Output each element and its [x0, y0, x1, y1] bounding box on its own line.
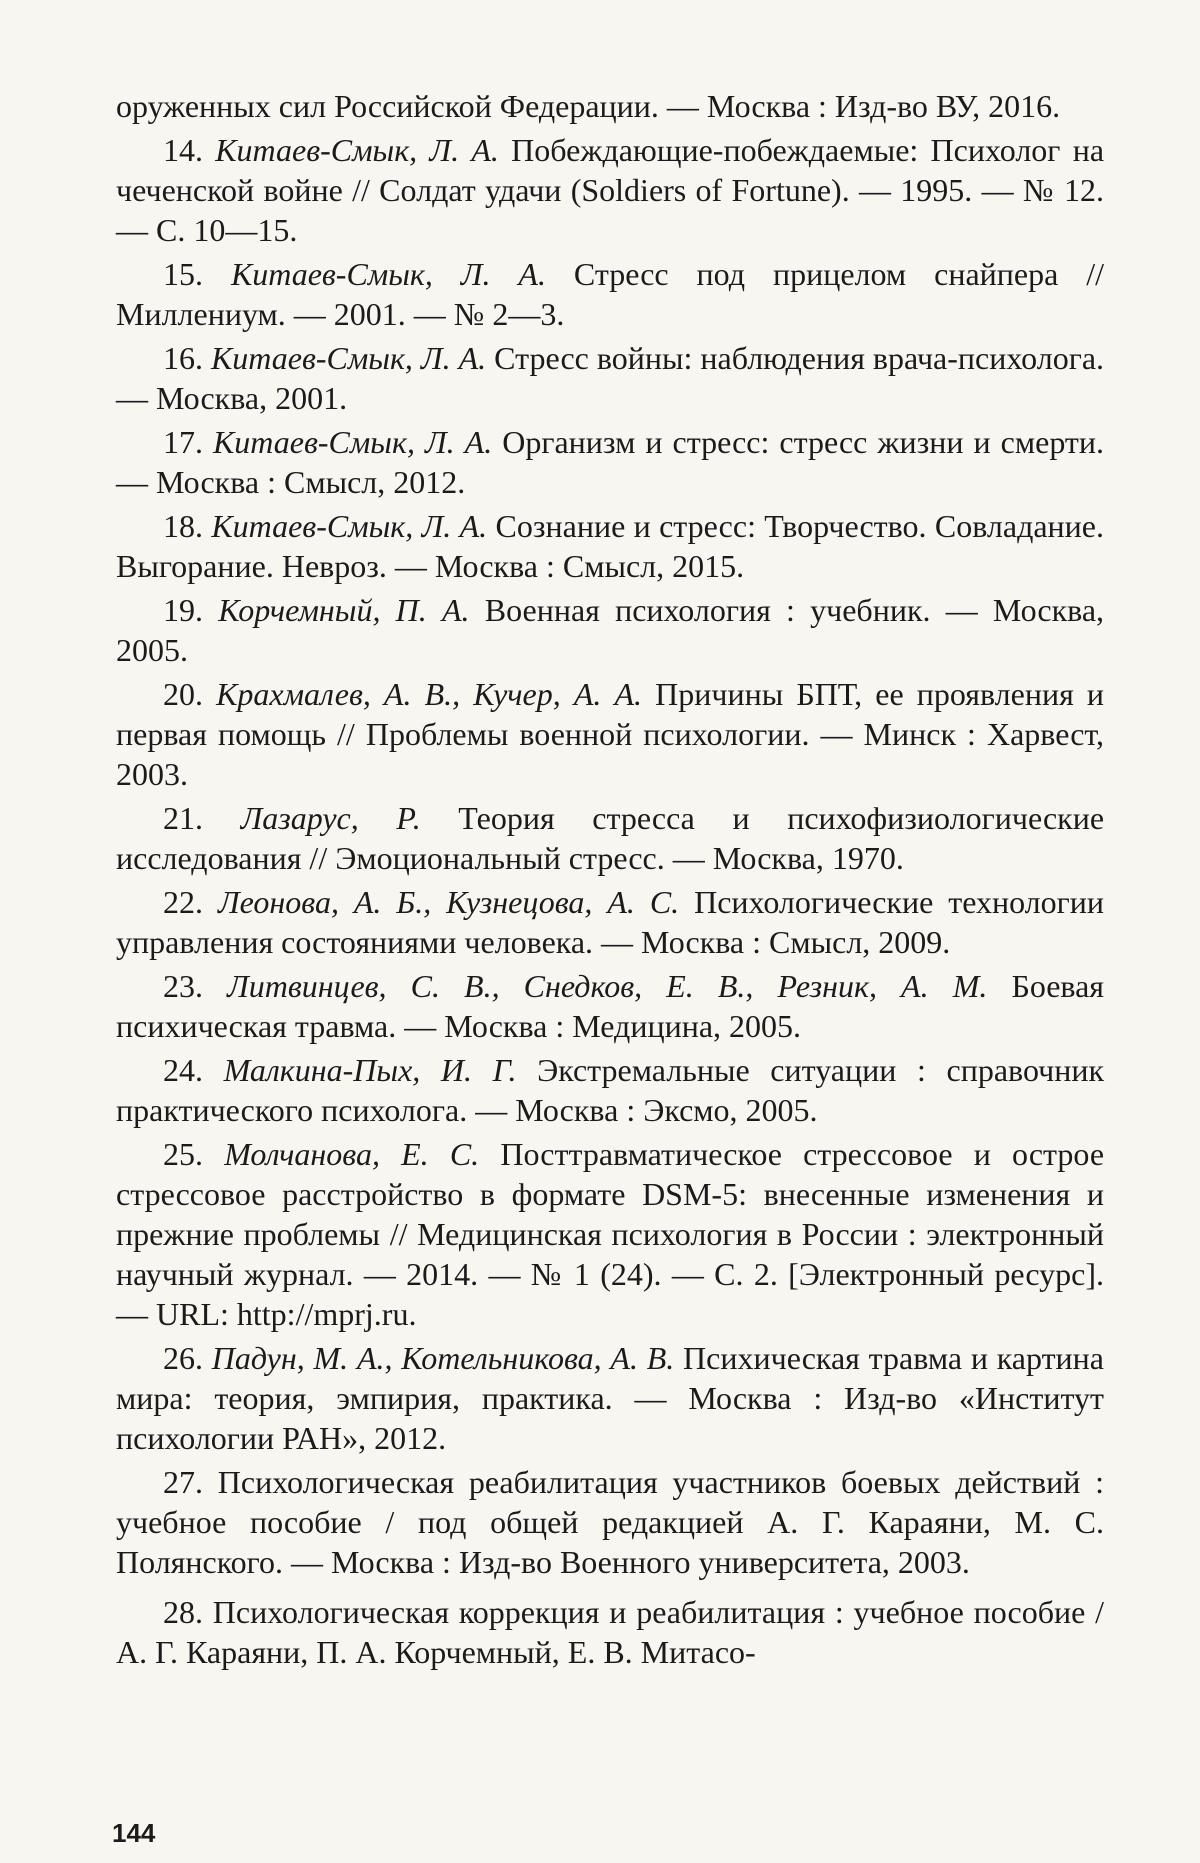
entry-number: 19. — [163, 592, 203, 628]
entry-text: Стресс под прицелом снайпера // Миллениум. — 2001. — № 2—3. — [116, 256, 1105, 332]
entry-text: Психологическая коррекция и реабилитация : учебное пособие / А. Г. Караяни, П. А. Корчемный, Е. В. Митасо- — [116, 1594, 1105, 1670]
entry-number: 24. — [163, 1052, 203, 1088]
reference-entry-15 — [116, 254, 1104, 334]
entry-text: Теория стресса и психофизиологические исследования // Эмоциональный стресс. — Москва, 1970. — [116, 800, 1105, 876]
entry-text: Причины БПТ, ее проявления и первая помощь // Проблемы военной психологии. — Минск : Харвест, 2003. — [116, 676, 1105, 792]
entry-author: Молчанова, Е. С. — [224, 1136, 480, 1172]
reference-entry-20 — [116, 674, 1104, 794]
entry-number: 26. — [163, 1340, 203, 1376]
entry-author: Малкина-Пых, И. Г. — [223, 1052, 517, 1088]
entry-text: Психологические технологии управления состояниями человека. — Москва : Смысл, 2009. — [116, 884, 1105, 960]
reference-entry-25 — [116, 1134, 1104, 1334]
entry-text: Боевая психическая травма. — Москва : Медицина, 2005. — [116, 968, 1105, 1044]
entry-number: 16. — [163, 340, 203, 376]
entry-author: Китаев-Смык, Л. А. — [215, 132, 499, 168]
entry-text: Стресс войны: наблюдения врача-психолога. — Москва, 2001. — [116, 340, 1105, 416]
entry-text: Экстремальные ситуации : справочник практического психолога. — Москва : Эксмо, 2005. — [116, 1052, 1105, 1128]
entry-text: Побеждающие-побеждаемые: Психолог на чеченской войне // Солдат удачи (Soldiers of Fortune). — 1995. — № 12. — С. 10—15. — [116, 132, 1105, 248]
entry-number: 22. — [163, 884, 203, 920]
entry-author: Леонова, А. Б., Кузнецова, А. С. — [217, 884, 680, 920]
entry-author: Лазарус, Р. — [240, 800, 421, 836]
entry-author: Китаев-Смык, Л. А. — [211, 508, 488, 544]
entry-author: Литвинцев, С. В., Снедков, Е. В., Резник, А. М. — [227, 968, 988, 1004]
reference-entry-23 — [116, 966, 1104, 1046]
entry-text: Военная психология : учебник. — Москва, 2005. — [116, 592, 1105, 668]
reference-entry-18 — [116, 506, 1104, 586]
entry-number: 20. — [163, 676, 203, 712]
entry-text: Психическая травма и картина мира: теория, эмпирия, практика. — Москва : Изд-во «Институт психологии РАН», 2012. — [116, 1340, 1105, 1456]
reference-entry-14 — [116, 130, 1104, 250]
reference-entry-22 — [116, 882, 1104, 962]
bibliography-page — [116, 86, 1104, 1676]
reference-entry-17 — [116, 422, 1104, 502]
entry-author: Корчемный, П. А. — [218, 592, 470, 628]
entry-number: 23. — [163, 968, 203, 1004]
entry-number: 15. — [163, 256, 203, 292]
reference-entry-26 — [116, 1338, 1104, 1458]
entry-author: Китаев-Смык, Л. А. — [213, 424, 493, 460]
entry-text: Психологическая реабилитация участников боевых действий : учебное пособие / под общей редакцией А. Г. Караяни, М. С. Полянского. — Москва : Изд-во Военного университета, 2003. — [116, 1464, 1105, 1580]
entry-number: 21. — [163, 800, 203, 836]
entry-number: 28. — [163, 1594, 203, 1630]
entry-author: Китаев-Смык, Л. А. — [211, 340, 487, 376]
entry-author: Крахмалев, А. В., Кучер, А. А. — [216, 676, 643, 712]
entry-number: 18. — [163, 508, 203, 544]
entry-number: 17. — [163, 424, 203, 460]
entry-text: Организм и стресс: стресс жизни и смерти. — Москва : Смысл, 2012. — [116, 424, 1105, 500]
entry-author: Падун, М. А., Котельникова, А. В. — [211, 1340, 675, 1376]
entry-number: 25. — [163, 1136, 203, 1172]
reference-entry-16 — [116, 338, 1104, 418]
page-number: 144 — [112, 1818, 156, 1848]
entry-text: Сознание и стресс: Творчество. Совладание. Выгорание. Невроз. — Москва : Смысл, 2015. — [116, 508, 1104, 584]
reference-entry-28 — [116, 1592, 1104, 1672]
reference-entry-24 — [116, 1050, 1104, 1130]
reference-entry-19 — [116, 590, 1104, 670]
entry-number: 27. — [163, 1464, 203, 1500]
entry-text: Посттравматическое стрессовое и острое стрессовое расстройство в формате DSM-5: внесенные изменения и прежние проблемы // Медицинская психология в России : электронный научный журнал. — 2014. — № 1 (24). — С. 2. [Электронный ресурс]. — URL: http://mprj.ru. — [116, 1136, 1105, 1332]
entry-author: Китаев-Смык, Л. А. — [230, 256, 546, 292]
entry-number: 14. — [163, 132, 203, 168]
reference-entry-21 — [116, 798, 1104, 878]
reference-entry-27 — [116, 1462, 1104, 1582]
continued-reference: оруженных сил Российской Федерации. — Москва : Изд-во ВУ, 2016. — [116, 88, 1061, 124]
